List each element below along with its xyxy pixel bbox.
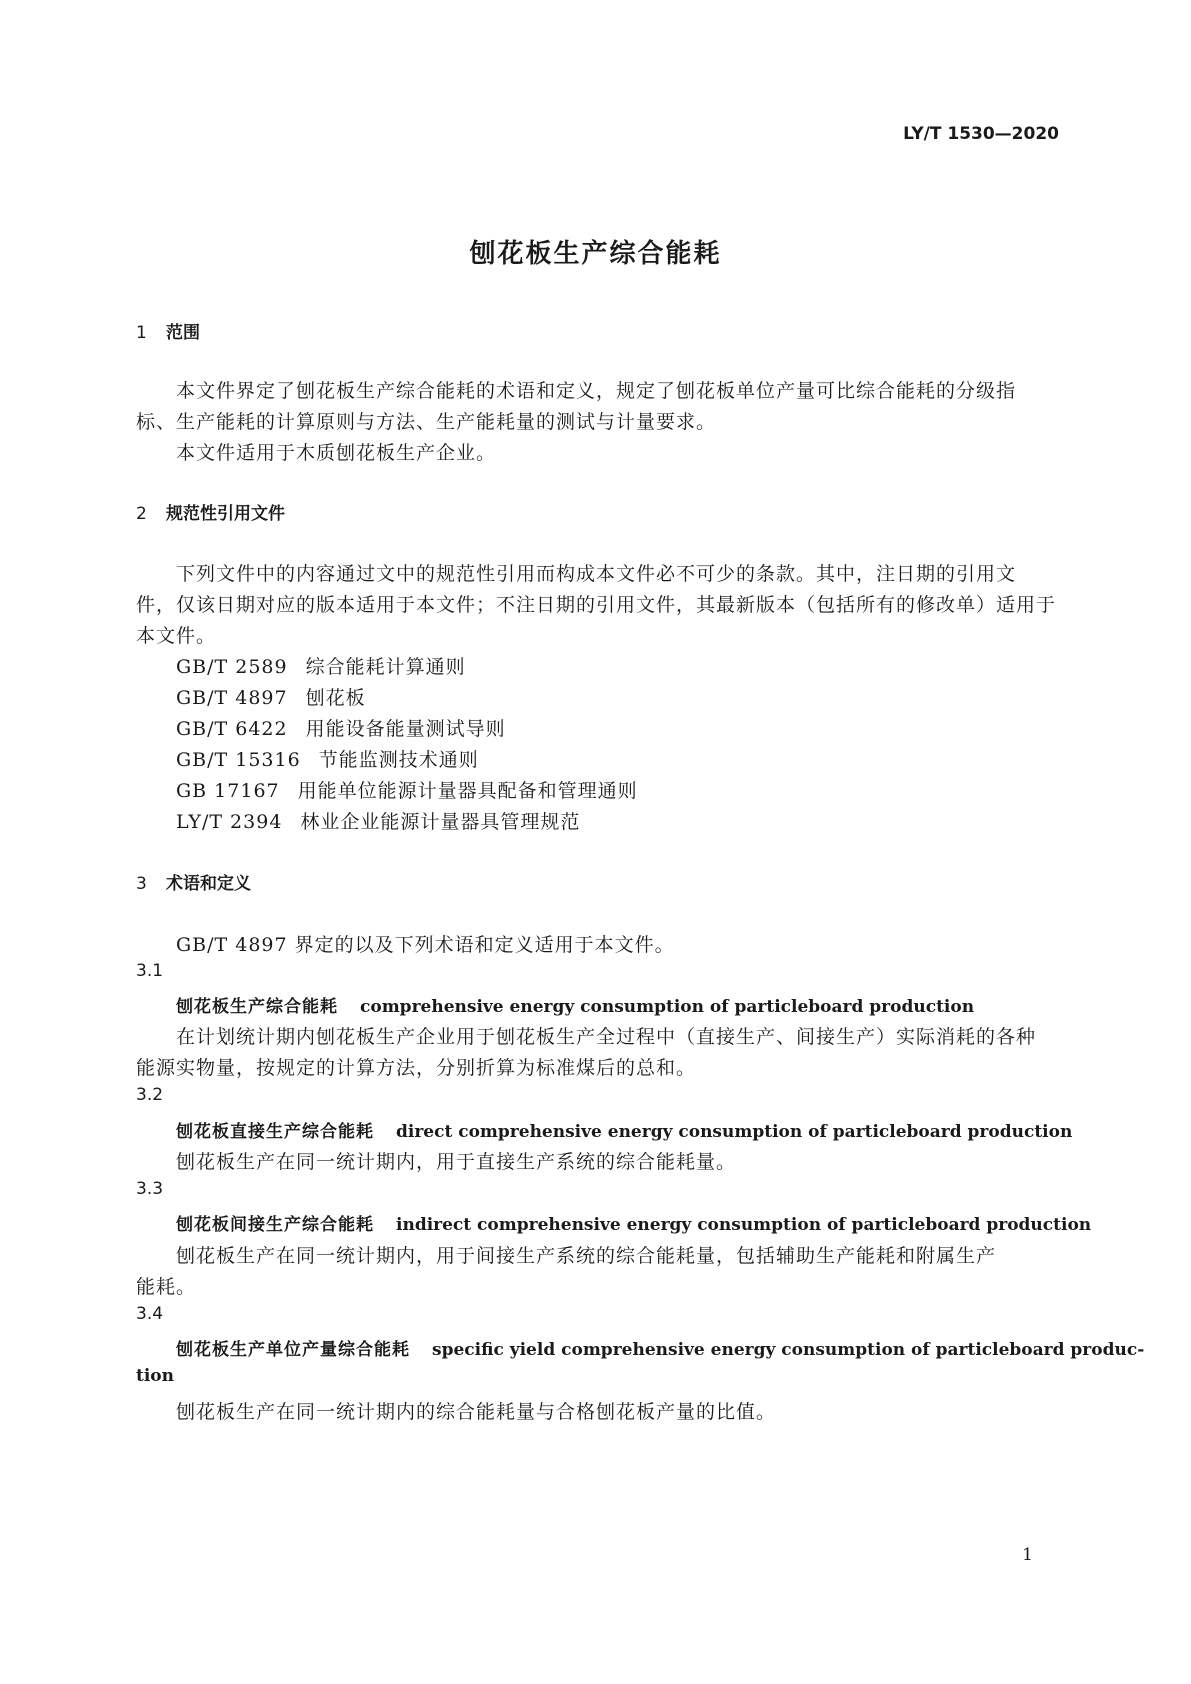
document-title: 刨花板生产综合能耗: [469, 239, 722, 269]
reference-title: 综合能耗计算通则: [305, 656, 466, 678]
term-chinese: 刨花板生产综合能耗: [176, 997, 338, 1017]
term-english: direct comprehensive energy consumption of particleboard production: [396, 1122, 1073, 1142]
paragraph: GB/T 4897 界定的以及下列术语和定义适用于本文件。: [176, 934, 675, 956]
normative-reference: [176, 683, 366, 710]
definition-line: 刨花板生产在同一统计期内，用于直接生产系统的综合能耗量。: [176, 1151, 737, 1173]
paragraph: 本文件适用于木质刨花板生产企业。: [176, 442, 497, 464]
section-title: 范围: [166, 323, 200, 343]
definition-line: 能耗。: [136, 1276, 197, 1298]
section-3-heading: [136, 869, 251, 894]
normative-reference: [176, 776, 638, 803]
reference-title: 林业企业能源计量器具管理规范: [300, 811, 581, 833]
reference-title: 用能设备能量测试导则: [305, 718, 506, 740]
term-chinese: 刨花板直接生产综合能耗: [176, 1122, 374, 1142]
term-entry: [176, 1335, 1144, 1360]
reference-code: GB/T 2589: [176, 656, 288, 678]
definition-line: 能源实物量，按规定的计算方法，分别折算为标准煤后的总和。: [136, 1057, 697, 1079]
definition-line: 在计划统计期内刨花板生产企业用于刨花板生产全过程中（直接生产、间接生产）实际消耗的各种: [176, 1026, 1037, 1048]
reference-title: 刨花板: [305, 687, 366, 709]
term-entry: [176, 1117, 1072, 1142]
reference-code: LY/T 2394: [176, 811, 283, 833]
clause-number: 3.2: [136, 1085, 164, 1105]
reference-code: GB/T 6422: [176, 718, 288, 740]
section-number: 1: [136, 323, 147, 343]
paragraph-line: 下列文件中的内容通过文中的规范性引用而构成本文件必不可少的条款。其中，注日期的引用文: [176, 563, 1017, 585]
reference-title: 用能单位能源计量器具配备和管理通则: [297, 780, 638, 802]
definition-line: 刨花板生产在同一统计期内，用于间接生产系统的综合能耗量，包括辅助生产能耗和附属生产: [176, 1245, 997, 1267]
page-number: 1: [1022, 1545, 1033, 1565]
term-chinese: 刨花板间接生产综合能耗: [176, 1215, 374, 1235]
paragraph-line: 件，仅该日期对应的版本适用于本文件；不注日期的引用文件，其最新版本（包括所有的修改单）适用于: [136, 594, 1057, 616]
definition-line: 刨花板生产在同一统计期内的综合能耗量与合格刨花板产量的比值。: [176, 1401, 777, 1423]
reference-code: GB/T 15316: [176, 749, 301, 771]
section-1-heading: [136, 318, 200, 343]
clause-number: 3.1: [136, 961, 164, 981]
normative-reference: [176, 745, 479, 772]
section-number: 3: [136, 874, 147, 894]
term-entry: [176, 992, 974, 1017]
normative-reference: [176, 714, 506, 741]
term-chinese: 刨花板生产单位产量综合能耗: [176, 1340, 410, 1360]
reference-code: GB 17167: [176, 780, 280, 802]
clause-number: 3.4: [136, 1304, 164, 1324]
section-title: 术语和定义: [166, 874, 251, 894]
term-entry: [176, 1210, 1091, 1235]
section-2-heading: [136, 499, 285, 524]
clause-number: 3.3: [136, 1179, 164, 1199]
section-number: 2: [136, 504, 147, 524]
standard-code: LY/T 1530—2020: [903, 124, 1059, 144]
term-english: indirect comprehensive energy consumption of particleboard production: [396, 1215, 1092, 1235]
term-english: specific yield comprehensive energy consumption of particleboard produc-: [432, 1340, 1145, 1360]
paragraph-line: 本文件。: [136, 625, 217, 647]
term-english: comprehensive energy consumption of particleboard production: [360, 997, 975, 1017]
reference-code: GB/T 4897: [176, 687, 288, 709]
normative-reference: [176, 652, 466, 679]
reference-title: 节能监测技术通则: [318, 749, 479, 771]
paragraph-line: 标、生产能耗的计算原则与方法、生产能耗量的测试与计量要求。: [136, 411, 717, 433]
paragraph-line: 本文件界定了刨花板生产综合能耗的术语和定义，规定了刨花板单位产量可比综合能耗的分级指: [176, 380, 1017, 402]
term-english-continuation: tion: [136, 1366, 175, 1386]
normative-reference: [176, 807, 580, 834]
section-title: 规范性引用文件: [166, 504, 285, 524]
